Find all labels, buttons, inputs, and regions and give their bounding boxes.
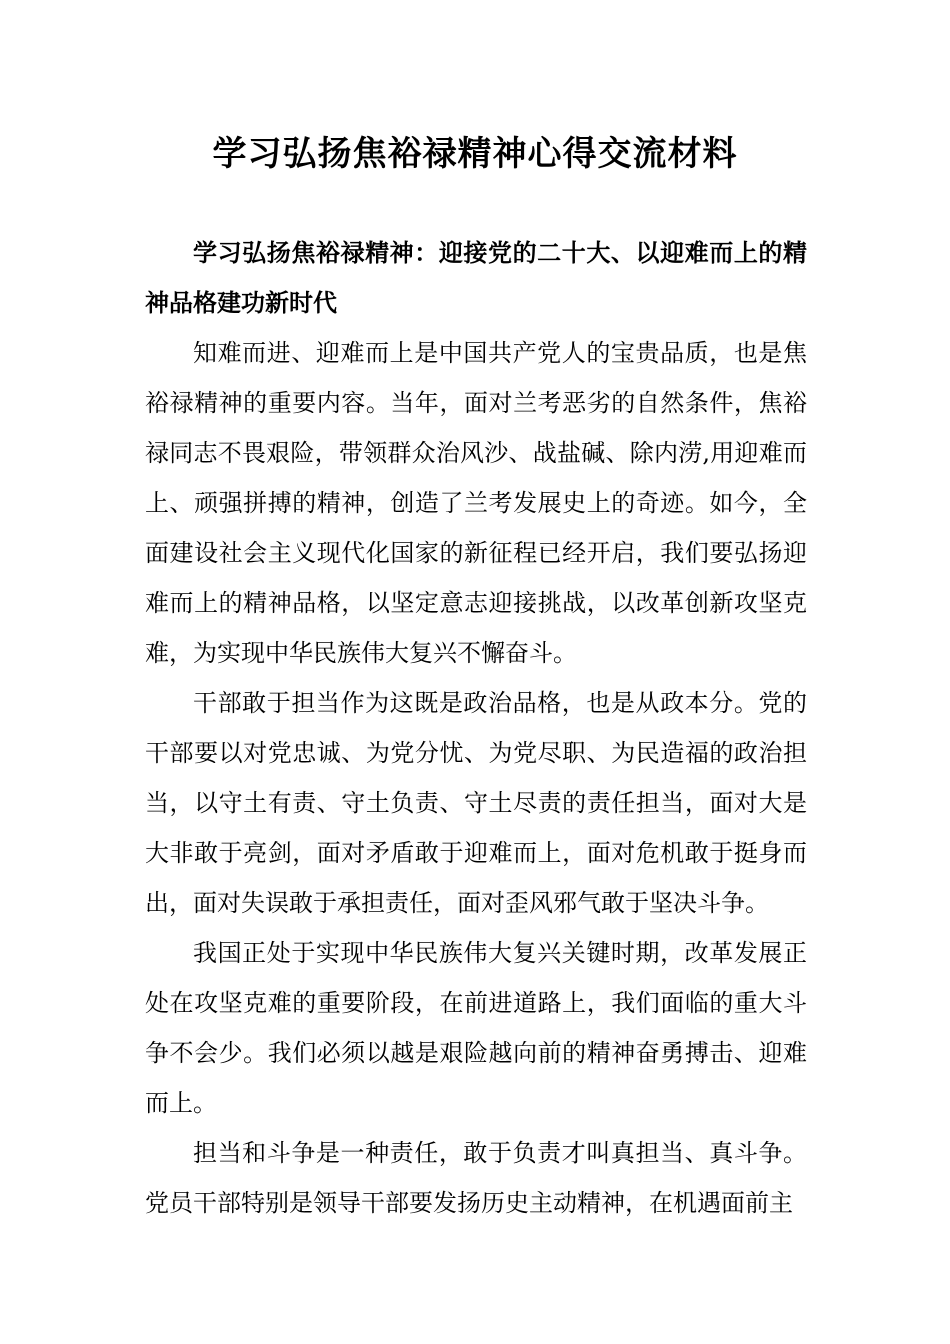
paragraph-3: 我国正处于实现中华民族伟大复兴关键时期，改革发展正处在攻坚克难的重要阶段，在前进道路上，我们面临的重大斗争不会少。我们必须以越是艰险越向前的精神奋勇搏击、迎难而上。 (145, 939, 807, 1117)
document-subtitle: 学习弘扬焦裕禄精神：迎接党的二十大、以迎难而上的精神品格建功新时代 (145, 238, 807, 317)
document-body (145, 228, 807, 1228)
paragraph-4: 担当和斗争是一种责任，敢于负责才叫真担当、真斗争。党员干部特别是领导干部要发扬历史主动精神，在机遇面前主 (145, 1139, 807, 1217)
paragraph-1: 知难而进、迎难而上是中国共产党人的宝贵品质，也是焦裕禄精神的重要内容。当年，面对兰考恶劣的自然条件，焦裕禄同志不畏艰险，带领群众治风沙、战盐碱、除内涝,用迎难而上、顽强拼搏的精神，创造了兰考发展史上的奇迹。如今，全面建设社会主义现代化国家的新征程已经开启，我们要弘扬迎难而上的精神品格，以坚定意志迎接挑战，以改革创新攻坚克难，为实现中华民族伟大复兴不懈奋斗。 (145, 339, 807, 667)
document-title: 学习弘扬焦裕禄精神心得交流材料 (212, 134, 738, 174)
paragraph-2: 干部敢于担当作为这既是政治品格，也是从政本分。党的干部要以对党忠诚、为党分忧、为党尽职、为民造福的政治担当，以守土有责、守土负责、守土尽责的责任担当，面对大是大非敢于亮剑，面对矛盾敢于迎难而上，面对危机敢于挺身而出，面对失误敢于承担责任，面对歪风邪气敢于坚决斗争。 (145, 689, 807, 917)
